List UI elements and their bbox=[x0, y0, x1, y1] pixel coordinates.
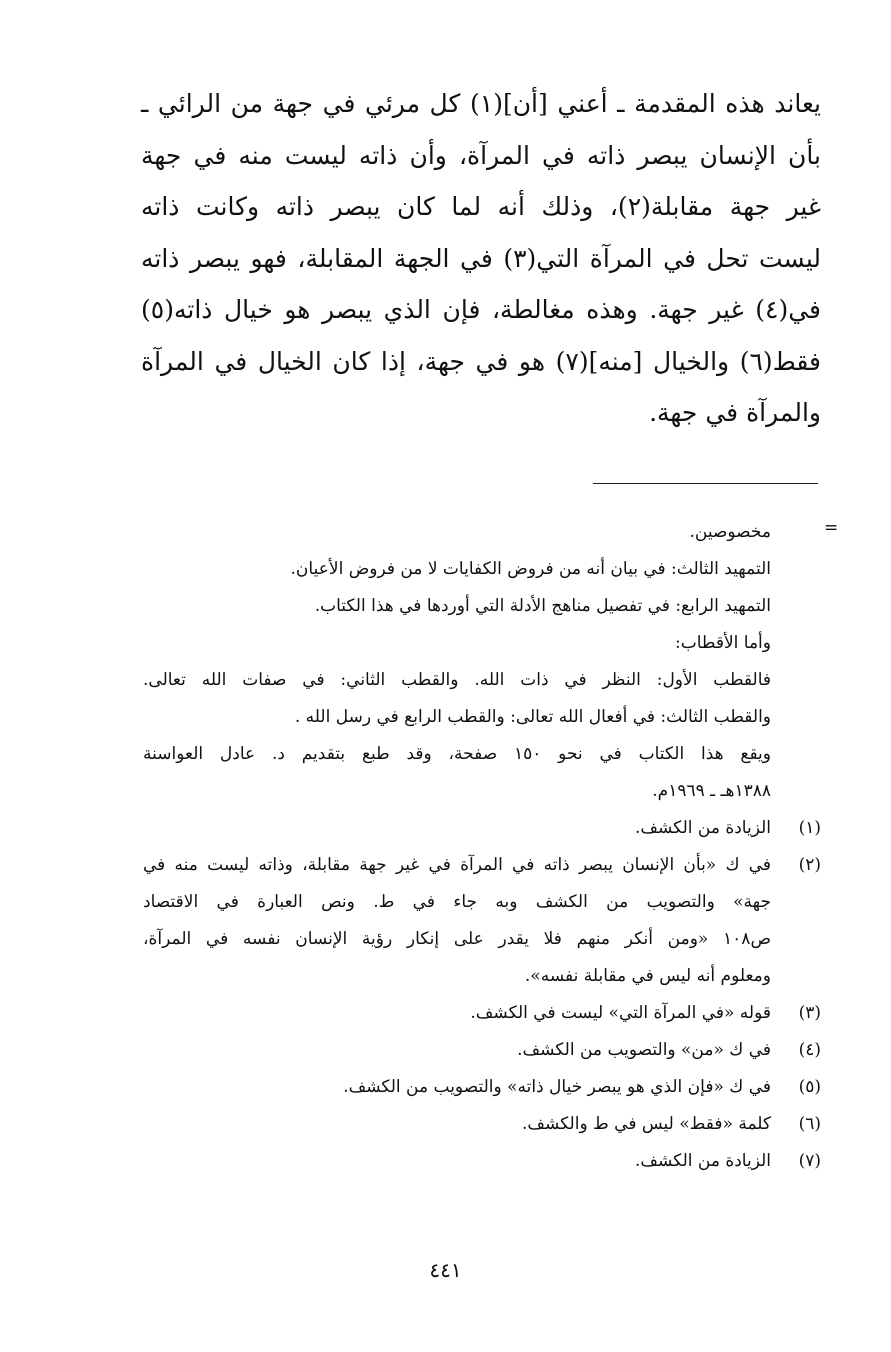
footnotes-section bbox=[143, 514, 821, 1180]
continued-footnote-line: ويقع هذا الكتاب في نحو ١٥٠ صفحة، وقد طبع بتقديم د. عادل العواسنة bbox=[143, 744, 771, 764]
footnote-number: (٤) bbox=[798, 1040, 821, 1060]
continued-footnote-line: مخصوصين. bbox=[689, 522, 771, 542]
main-text-line: في(٤) غير جهة. وهذه مغالطة، فإن الذي يبصر هو خيال ذاته(٥) bbox=[141, 295, 821, 324]
footnote-number: (٣) bbox=[798, 1003, 821, 1023]
continued-footnote-line: فالقطب الأول: النظر في ذات الله. والقطب الثاني: في صفات الله تعالى. bbox=[143, 670, 771, 690]
footnote-text: في ك «فإن الذي هو يبصر خيال ذاته» والتصويب من الكشف. bbox=[343, 1077, 771, 1097]
main-text-line: غير جهة مقابلة(٢)، وذلك أنه لما كان يبصر ذاته وكانت ذاته bbox=[141, 192, 821, 221]
footnote-text: الزيادة من الكشف. bbox=[635, 818, 771, 838]
footnote-text: الزيادة من الكشف. bbox=[635, 1151, 771, 1171]
footnote-7 bbox=[143, 1143, 821, 1180]
footnote-text: ومعلوم أنه ليس في مقابلة نفسه». bbox=[524, 966, 771, 986]
main-text-line: بأن الإنسان يبصر ذاته في المرآة، وأن ذاته ليست منه في جهة bbox=[141, 140, 821, 170]
continued-footnote-line: التمهيد الثالث: في بيان أنه من فروض الكفايات لا من فروض الأعيان. bbox=[290, 559, 771, 579]
footnote-5 bbox=[143, 1069, 821, 1106]
footnote-2 bbox=[143, 847, 821, 995]
footnote-4 bbox=[143, 1032, 821, 1069]
footnote-text: في ك «بأن الإنسان يبصر ذاته في المرآة في غير جهة مقابلة، وذاته ليست منه في bbox=[143, 855, 771, 875]
main-text bbox=[141, 78, 821, 439]
footnote-separator bbox=[593, 483, 818, 484]
footnote-number: (١) bbox=[798, 818, 821, 838]
continued-footnote-line: التمهيد الرابع: في تفصيل مناهج الأدلة التي أوردها في هذا الكتاب. bbox=[314, 596, 771, 616]
footnote-number: (٧) bbox=[798, 1151, 821, 1171]
continuation-mark: = bbox=[824, 518, 839, 538]
footnote-text: في ك «من» والتصويب من الكشف. bbox=[517, 1040, 771, 1060]
main-text-line: يعاند هذه المقدمة ـ أعني [أن](١) كل مرئي في جهة من الرائي ـ bbox=[141, 89, 821, 118]
footnote-number: (٥) bbox=[798, 1077, 821, 1097]
main-text-line: فقط(٦) والخيال [منه](٧) هو في جهة، إذا كان الخيال في المرآة bbox=[141, 346, 821, 376]
footnote-3 bbox=[143, 995, 821, 1032]
footnote-number: (٦) bbox=[798, 1114, 821, 1134]
continued-footnote-line: ١٣٨٨هـ ـ ١٩٦٩م. bbox=[652, 781, 771, 801]
page-number: ٤٤١ bbox=[429, 1258, 462, 1282]
continued-footnote bbox=[143, 514, 771, 810]
continued-footnote-line: وأما الأقطاب: bbox=[674, 633, 771, 653]
footnote-text: كلمة «فقط» ليس في ط والكشف. bbox=[521, 1114, 771, 1134]
footnote-6 bbox=[143, 1106, 821, 1143]
footnote-text: قوله «في المرآة التي» ليست في الكشف. bbox=[470, 1003, 771, 1023]
main-text-line: والمرآة في جهة. bbox=[649, 398, 821, 427]
footnote-text: جهة» والتصويب من الكشف وبه جاء في ط. ونص العبارة في الاقتصاد bbox=[143, 892, 771, 912]
footnote-number: (٢) bbox=[798, 855, 821, 875]
footnote-text: ص١٠٨ «ومن أنكر منهم فلا يقدر على إنكار رؤية الإنسان نفسه في المرآة، bbox=[143, 929, 771, 949]
footnote-1 bbox=[143, 810, 821, 847]
continued-footnote-line: والقطب الثالث: في أفعال الله تعالى: والقطب الرابع في رسل الله . bbox=[294, 707, 771, 727]
main-text-line: ليست تحل في المرآة التي(٣) في الجهة المقابلة، فهو يبصر ذاته bbox=[141, 243, 821, 273]
